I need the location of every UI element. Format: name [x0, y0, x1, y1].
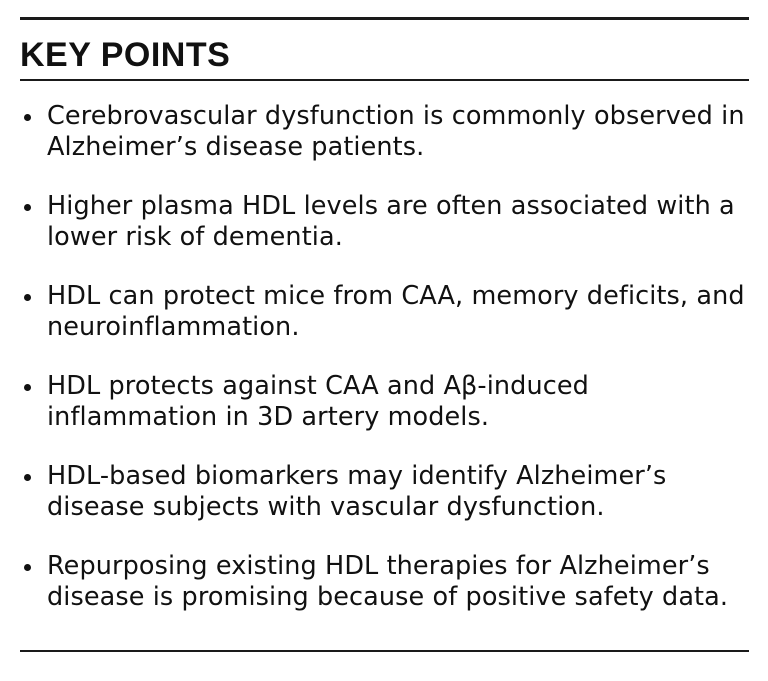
key-point-text: Higher plasma HDL levels are often associated with a lower risk of dementia.	[47, 191, 735, 252]
key-point-item	[20, 461, 749, 523]
top-rule	[20, 17, 749, 20]
key-point-item	[20, 281, 749, 343]
bottom-rule	[20, 650, 749, 652]
key-points-box	[20, 17, 749, 653]
key-point-item	[20, 191, 749, 253]
bullet-icon	[24, 564, 31, 571]
key-points-list	[20, 101, 749, 641]
title-rule	[20, 79, 749, 81]
bullet-icon	[24, 474, 31, 481]
key-point-text: Cerebrovascular dysfunction is commonly observed in Alzheimer’s disease patients.	[47, 101, 745, 162]
key-point-item	[20, 551, 749, 613]
key-point-text: HDL-based biomarkers may identify Alzheimer’s disease subjects with vascular dysfunction.	[47, 461, 667, 522]
key-point-item	[20, 101, 749, 163]
key-point-text: HDL protects against CAA and Aβ-induced inflammation in 3D artery models.	[47, 371, 589, 432]
key-point-text: Repurposing existing HDL therapies for Alzheimer’s disease is promising because of positive safety data.	[47, 551, 729, 612]
key-points-title: KEY POINTS	[20, 36, 231, 74]
key-point-text: HDL can protect mice from CAA, memory deficits, and neuroinflammation.	[47, 281, 745, 342]
bullet-icon	[24, 204, 31, 211]
bullet-icon	[24, 294, 31, 301]
bullet-icon	[24, 114, 31, 121]
key-point-item	[20, 371, 749, 433]
bullet-icon	[24, 384, 31, 391]
